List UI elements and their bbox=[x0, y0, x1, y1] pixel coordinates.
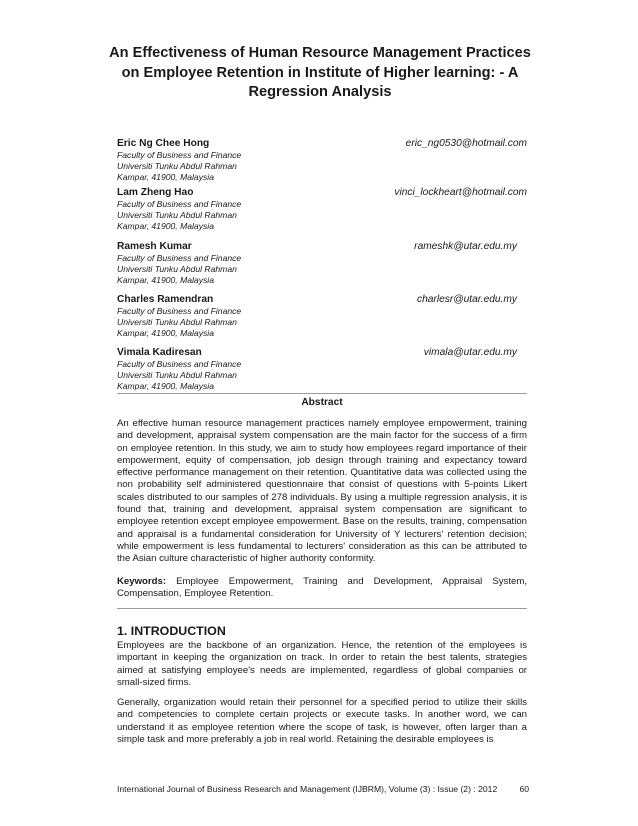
footer-journal: International Journal of Business Research and Management (IJBRM), Volume (3) : Issue (2) : 2012 bbox=[117, 784, 498, 794]
author-affiliation-line: Faculty of Business and Finance bbox=[117, 253, 242, 263]
author-name: Ramesh Kumar bbox=[117, 241, 192, 252]
author-affiliation-line: Universiti Tunku Abdul Rahman bbox=[117, 210, 237, 221]
abstract-text: An effective human resource management practices namely employee empowerment, training and development, appraisal system compensation are the main factor for the success of a firm on employee retention. In this study, we aim to study how employees regard importance of their empowerment, equity of compensation, job design through training and expectancy toward effective performance management on their retention. Quantitative data was collected using the non probability self administered questionnaire that consist of questions with 5-points Likert scales distributed to our samples of 278 individuals. By using a multiple regression analysis, it is found that, training and development, appraisal system compensation are significant to employee retention except employee empowerment. Base on the results, training, compensation and appraisal is a fundamental consideration for University of Y lecturers' retention decision; while empowerment is less fundamental to lecturers' consideration as this can be attributed to the Asian culture characteristic of higher authority conformity. bbox=[117, 418, 527, 565]
keywords-label: Keywords: bbox=[117, 576, 167, 587]
author-name: Eric Ng Chee Hong bbox=[117, 138, 210, 149]
author-affiliation-line: Faculty of Business and Finance bbox=[117, 150, 242, 160]
author-email: charlesr@utar.edu.my bbox=[417, 294, 517, 305]
author-name: Lam Zheng Hao bbox=[117, 187, 194, 198]
page-footer bbox=[117, 784, 529, 794]
section-heading: 1. INTRODUCTION bbox=[117, 624, 226, 638]
paper-title: An Effectiveness of Human Resource Management Practices on Employee Retention in Institute of Higher learning: - A Regression Analysis bbox=[109, 45, 531, 100]
author-affiliation-line: Faculty of Business and Finance bbox=[117, 306, 242, 316]
author-email: vinci_lockheart@hotmail.com bbox=[394, 187, 527, 198]
author-affiliation-line: Universiti Tunku Abdul Rahman bbox=[117, 317, 237, 328]
author-block bbox=[117, 240, 527, 287]
divider bbox=[117, 608, 527, 609]
author-block bbox=[117, 346, 527, 393]
author-affiliation-line: Kampar, 41900, Malaysia bbox=[117, 275, 214, 286]
author-name: Charles Ramendran bbox=[117, 294, 214, 305]
author-affiliation-line: Faculty of Business and Finance bbox=[117, 359, 242, 369]
author-affiliation-line: Kampar, 41900, Malaysia bbox=[117, 221, 214, 232]
author-affiliation-line: Faculty of Business and Finance bbox=[117, 199, 242, 209]
author-affiliation-line: Kampar, 41900, Malaysia bbox=[117, 381, 214, 392]
intro-paragraph: Employees are the backbone of an organization. Hence, the retention of the employees is important in keeping the organization on track. In order to retain the best talents, strategies aimed at satisfying employee's needs are implemented, regardless of global companies or small-sized firms. bbox=[117, 640, 527, 688]
abstract-heading: Abstract bbox=[301, 397, 343, 408]
author-email: eric_ng0530@hotmail.com bbox=[405, 138, 527, 149]
author-block bbox=[117, 137, 527, 184]
author-affiliation-line: Universiti Tunku Abdul Rahman bbox=[117, 264, 237, 275]
divider bbox=[117, 393, 527, 394]
author-affiliation-line: Kampar, 41900, Malaysia bbox=[117, 328, 214, 339]
author-affiliation-line: Universiti Tunku Abdul Rahman bbox=[117, 370, 237, 381]
keywords-text: Employee Empowerment, Training and Development, Appraisal System, Compensation, Employee Retention. bbox=[117, 576, 527, 600]
author-affiliation-line: Kampar, 41900, Malaysia bbox=[117, 172, 214, 183]
author-email: rameshk@utar.edu.my bbox=[414, 241, 517, 252]
page-number: 60 bbox=[519, 784, 529, 794]
author-email: vimala@utar.edu.my bbox=[423, 347, 517, 358]
author-block bbox=[117, 293, 527, 340]
author-block bbox=[117, 186, 527, 233]
intro-paragraph: Generally, organization would retain their personnel for a specified period to utilize their skills and competencies to complete certain projects or execute tasks. In another word, we can understand it as employee retention where the scope of task, is however, often larger than a simple task and more preferably a job in real world. Retaining the desirable employees is bbox=[117, 697, 527, 745]
author-name: Vimala Kadiresan bbox=[117, 347, 202, 358]
author-affiliation-line: Universiti Tunku Abdul Rahman bbox=[117, 161, 237, 172]
keywords bbox=[117, 576, 527, 601]
